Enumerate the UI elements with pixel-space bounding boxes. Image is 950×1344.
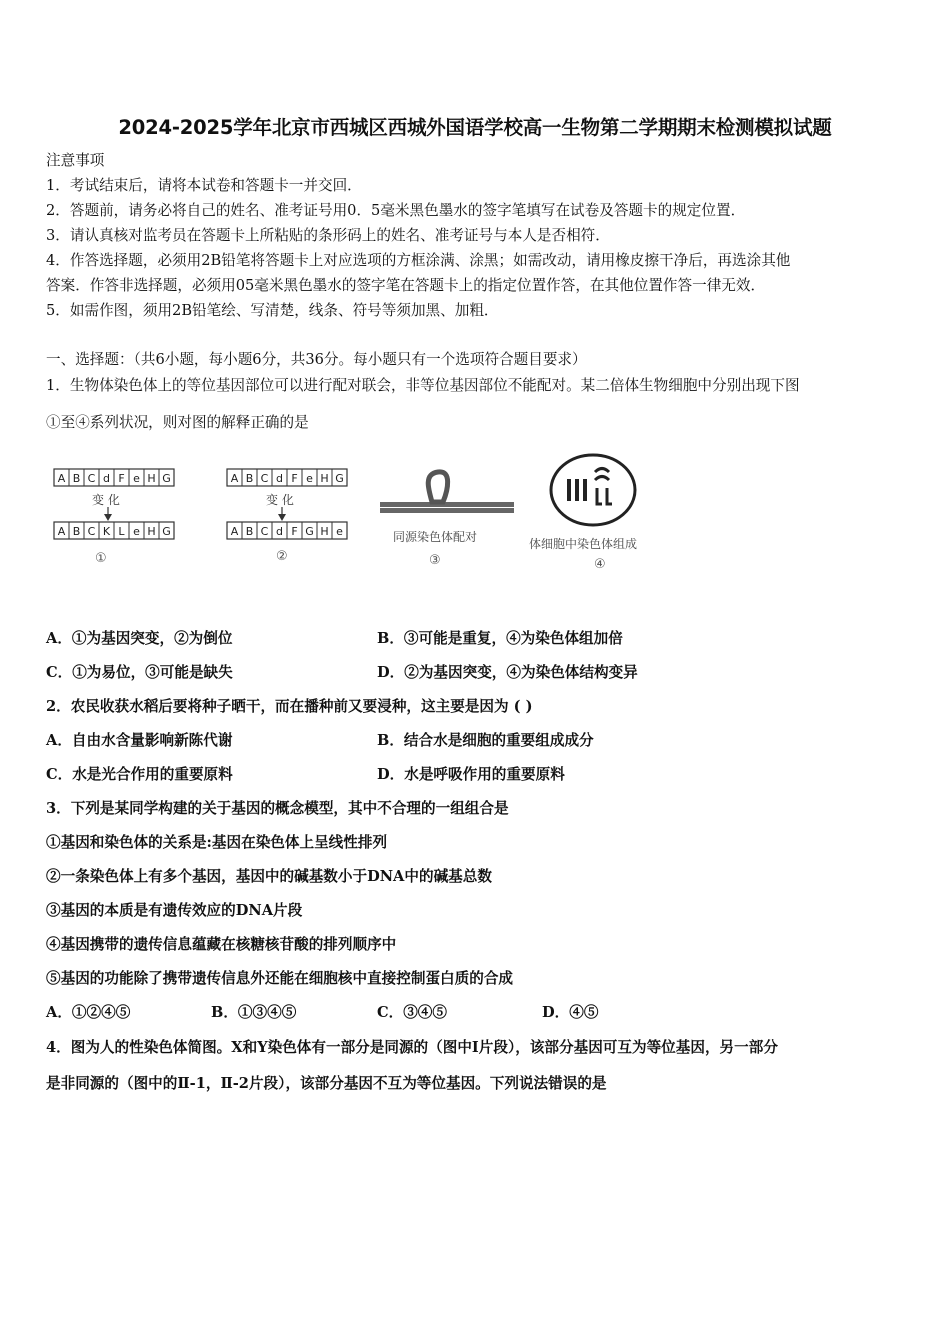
chromosome-figure [50, 452, 690, 582]
panel-caption: 同源染色体配对 [393, 530, 478, 544]
arrow-down-icon [278, 514, 286, 521]
figure-number: ② [276, 549, 288, 564]
q2-option-a: A．自由水含量影响新陈代谢 [46, 732, 233, 749]
gene-label: d [103, 472, 110, 485]
gene-label: C [87, 525, 96, 538]
q3-stem: 3．下列是某同学构建的关于基因的概念模型，其中不合理的一组组合是 [46, 800, 509, 817]
gene-label: L [118, 525, 125, 538]
gene-label: B [72, 472, 81, 485]
q2-option-b: B．结合水是细胞的重要组成成分 [377, 732, 594, 749]
figure-number: ① [95, 551, 107, 566]
q2-option-c: C．水是光合作用的重要原料 [46, 766, 233, 783]
gene-label: A [57, 525, 66, 538]
arrow-down-icon [104, 514, 112, 521]
gene-label: H [147, 472, 156, 485]
q1-stem: ①至④系列状况，则对图的解释正确的是 [46, 414, 309, 431]
figure-number: ④ [594, 557, 606, 572]
q3-option-d: D．④⑤ [542, 1004, 599, 1021]
panel-1 [54, 469, 174, 566]
q1-option-c: C．①为易位，③可能是缺失 [46, 664, 233, 681]
gene-label: F [291, 525, 298, 538]
gene-label: d [276, 525, 283, 538]
change-label: 变 化 [266, 493, 294, 507]
gene-label: e [133, 472, 140, 485]
gene-label: F [118, 472, 125, 485]
notice-item: 5．如需作图，须用2B铅笔绘、写清楚，线条、符号等须加黑、加粗． [46, 302, 499, 319]
gene-label: G [162, 472, 171, 485]
notice-item: 4．作答选择题，必须用2B铅笔将答题卡上对应选项的方框涂满、涂黑；如需改动，请用橡皮擦干净后，再选涂其他 [46, 252, 791, 269]
q3-statement: ①基因和染色体的关系是:基因在染色体上呈线性排列 [46, 834, 388, 851]
notice-heading: 注意事项 [46, 152, 105, 169]
notice-item: 2．答题前，请务必将自己的姓名、准考证号用0．5毫米黑色墨水的签字笔填写在试卷及答题卡的规定位置． [46, 202, 746, 219]
figure-number: ③ [429, 553, 441, 568]
q4-stem: 4．图为人的性染色体简图。X和Y染色体有一部分是同源的（图中I片段），该部分基因可互为等位基因，另一部分 [46, 1039, 778, 1056]
q3-option-a: A．①②④⑤ [46, 1004, 131, 1021]
gene-label: G [162, 525, 171, 538]
gene-label: e [336, 525, 343, 538]
gene-label: C [87, 472, 96, 485]
gene-label: e [306, 472, 313, 485]
gene-label: C [260, 472, 269, 485]
gene-label: A [230, 525, 239, 538]
gene-label: H [320, 472, 329, 485]
gene-label: G [305, 525, 314, 538]
gene-label: F [291, 472, 298, 485]
q4-stem: 是非同源的（图中的Ⅱ-1，Ⅱ-2片段），该部分基因不互为等位基因。下列说法错误的是 [46, 1075, 607, 1092]
q1-option-a: A．①为基因突变，②为倒位 [46, 630, 233, 647]
q1-stem: 1．生物体染色体上的等位基因部位可以进行配对联会，非等位基因部位不能配对。某二倍体生物细胞中分别出现下图 [46, 377, 800, 394]
q2-stem: 2．农民收获水稻后要将种子晒干，而在播种前又要浸种，这主要是因为 ( ) [46, 698, 533, 715]
gene-label: K [102, 525, 111, 538]
gene-label: G [335, 472, 344, 485]
q3-statement: ③基因的本质是有遗传效应的DNA片段 [46, 902, 303, 919]
panel-3 [380, 472, 514, 568]
q3-statement: ②一条染色体上有多个基因，基因中的碱基数小于DNA中的碱基总数 [46, 868, 492, 885]
notice-item: 3．请认真核对监考员在答题卡上所粘贴的条形码上的姓名、准考证号与本人是否相符． [46, 227, 610, 244]
q1-option-b: B．③可能是重复，④为染色体组加倍 [377, 630, 623, 647]
panel-2 [227, 469, 347, 564]
gene-label: d [276, 472, 283, 485]
gene-label: B [245, 525, 254, 538]
gene-label: A [57, 472, 66, 485]
gene-label: H [320, 525, 329, 538]
q3-statement: ④基因携带的遗传信息蕴藏在核糖核苷酸的排列顺序中 [46, 936, 397, 953]
gene-label: H [147, 525, 156, 538]
q3-option-b: B．①③④⑤ [211, 1004, 297, 1021]
notice-item: 答案．作答非选择题，必须用05毫米黑色墨水的签字笔在答题卡上的指定位置作答，在其他位置作答一律无效． [46, 277, 766, 294]
gene-label: B [245, 472, 254, 485]
gene-label: e [133, 525, 140, 538]
q2-option-d: D．水是呼吸作用的重要原料 [377, 766, 565, 783]
panel-4 [529, 455, 637, 572]
panel-caption: 体细胞中染色体组成 [529, 537, 638, 551]
section-heading: 一、选择题：（共6小题，每小题6分，共36分。每小题只有一个选项符合题目要求） [46, 351, 587, 368]
page-title: 2024-2025学年北京市西城区西城外国语学校高一生物第二学期期末检测模拟试题 [118, 116, 832, 139]
gene-label: C [260, 525, 269, 538]
gene-label: B [72, 525, 81, 538]
change-label: 变 化 [92, 493, 120, 507]
notice-item: 1．考试结束后，请将本试卷和答题卡一并交回． [46, 177, 362, 194]
q3-option-c: C．③④⑤ [377, 1004, 447, 1021]
q3-statement: ⑤基因的功能除了携带遗传信息外还能在细胞核中直接控制蛋白质的合成 [46, 970, 514, 987]
gene-label: A [230, 472, 239, 485]
q1-option-d: D．②为基因突变，④为染色体结构变异 [377, 664, 638, 681]
